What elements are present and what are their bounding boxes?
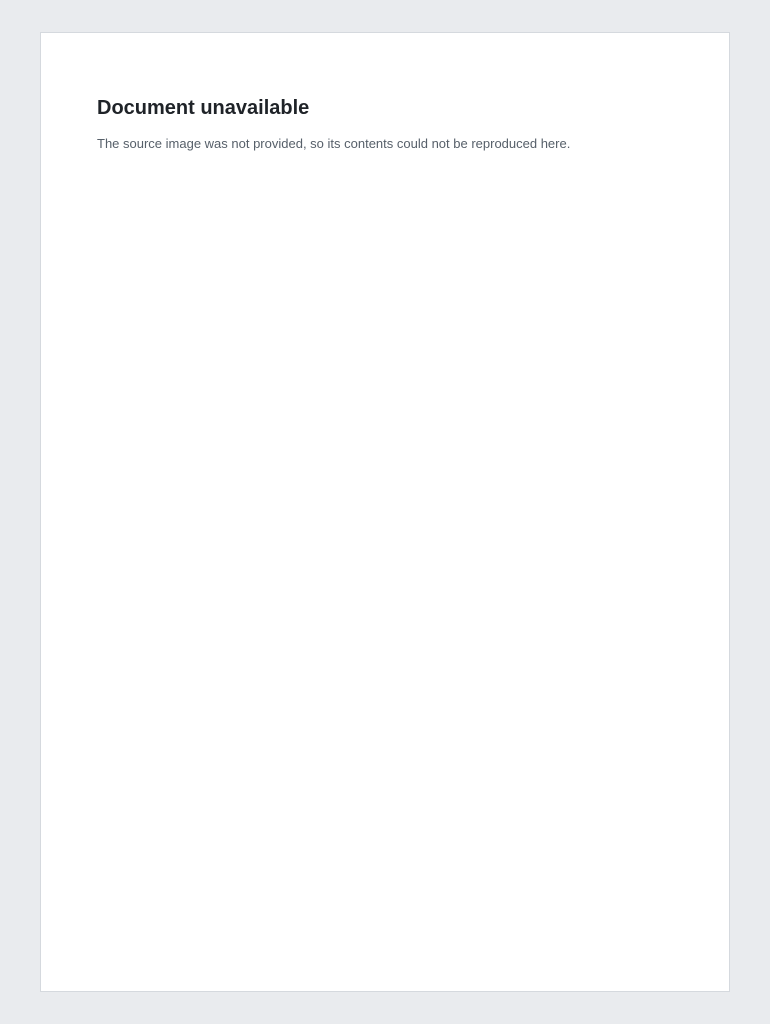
document-page: [40, 32, 730, 992]
document-title: Document unavailable: [97, 97, 310, 119]
document-notice: The source image was not provided, so its contents could not be reproduced here.: [97, 136, 571, 151]
